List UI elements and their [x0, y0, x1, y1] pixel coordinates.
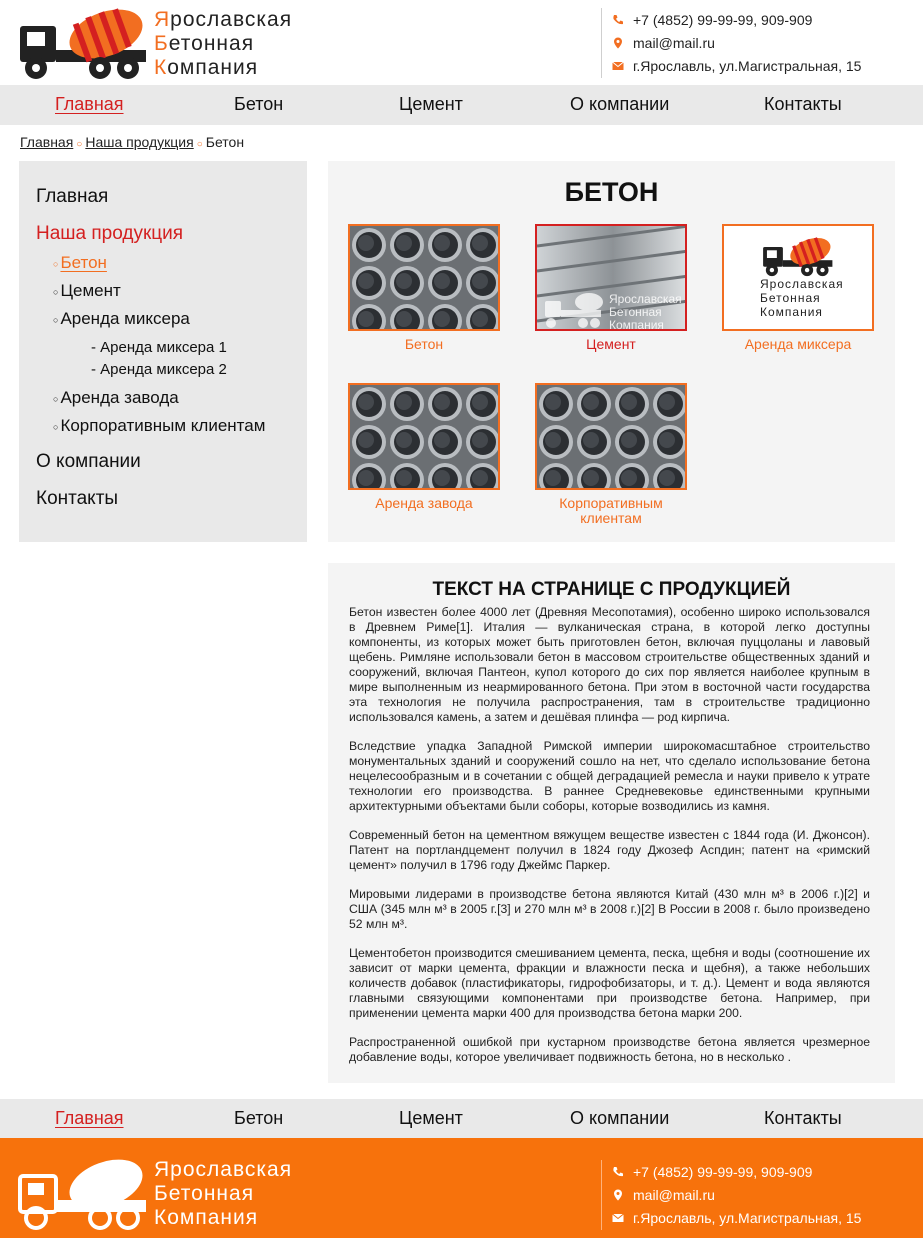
pipes-image: [350, 385, 500, 490]
location-pin-icon: [612, 37, 624, 49]
nav-cement[interactable]: Цемент: [399, 94, 463, 114]
main-nav: [0, 85, 923, 125]
bullet-icon: ○: [53, 258, 59, 269]
article-paragraph: Современный бетон на цементном вяжущем веществе известен с 1844 года (И. Джонсон). Патент на портландцемент получил в 1824 году Джозеф Аспдин; патент на «римский цемент» получил в 1796 году Джеймс Паркер.: [349, 828, 870, 872]
footer-nav-concrete[interactable]: Бетон: [234, 1108, 284, 1128]
site-footer: [0, 1138, 923, 1238]
phone-icon: [612, 14, 624, 26]
bullet-icon: ○: [53, 421, 59, 432]
product-caption[interactable]: Цемент: [586, 336, 636, 352]
footer-logo[interactable]: [18, 1156, 293, 1232]
svg-text:Ярославская: Ярославская: [760, 277, 844, 291]
article-title: ТЕКСТ НА СТРАНИЦЕ С ПРОДУКЦИЕЙ: [432, 579, 791, 600]
product-caption[interactable]: Корпоративным клиентам: [559, 495, 663, 526]
article-paragraph: Мировыми лидерами в производстве бетона являются Китай (430 млн м³ в 2006 г.)[2] и США (345 млн м³ в 2005 г.[3] и 270 млн м³ в 2008 г.)[2] В России в 2008 г. было произведено 52 млн м³.: [349, 887, 870, 931]
article-body: [349, 605, 870, 1079]
article-paragraph: Распространенной ошибкой при кустарном производстве бетона является чрезмерное добавление воды, которое увеличивает подвижность бетона, но в несколько .: [349, 1035, 870, 1064]
envelope-icon: [612, 1212, 624, 1224]
company-logo[interactable]: [18, 6, 293, 82]
sidebar-item-concrete[interactable]: ○ Бетон: [53, 253, 107, 272]
product-image[interactable]: [535, 224, 687, 331]
svg-text:Компания: Компания: [609, 318, 664, 331]
product-caption[interactable]: Аренда завода: [375, 495, 473, 511]
product-caption[interactable]: Аренда миксера: [744, 336, 852, 352]
footer-phone-row[interactable]: +7 (4852) 99-99-99, 909-909: [612, 1160, 861, 1183]
address-row: г.Ярославль, ул.Магистральная, 15: [612, 54, 861, 77]
envelope-icon: [612, 60, 624, 72]
svg-text:Ярославская: Ярославская: [609, 292, 682, 306]
article-paragraph: Вследствие упадка Западной Римской империи широкомасштабное строительство монументальных зданий и сооружений сошло на нет, что сделало использование бетона нецелесообразным и в сочетании с общей деградацией ремесла и науки привело к утрате технологии его производства. В раннее Средневековье единственными крупными архитектурными объектами были соборы, которые возводились из камня.: [349, 739, 870, 813]
metal-sheets-image: [537, 226, 687, 331]
company-logo-image: [724, 226, 874, 331]
article-panel: [328, 563, 895, 1083]
product-card-mixer-rent[interactable]: [722, 224, 874, 352]
sidebar-item-mixer-rent[interactable]: ○ Аренда миксера: [53, 309, 190, 328]
svg-text:Бетонная: Бетонная: [760, 291, 821, 305]
sidebar-item-cement[interactable]: ○ Цемент: [53, 281, 121, 300]
sidebar-item-corporate[interactable]: ○ Корпоративным клиентам: [53, 416, 266, 435]
product-card-corporate[interactable]: [535, 383, 687, 526]
sidebar-menu: [19, 161, 307, 542]
header-contacts: [601, 8, 861, 78]
footer-contacts: [601, 1160, 861, 1230]
bullet-icon: ○: [53, 286, 59, 297]
breadcrumb-separator-icon: ○: [76, 139, 83, 150]
footer-nav-home[interactable]: Главная: [55, 1108, 124, 1128]
page-title: БЕТОН: [564, 177, 659, 207]
location-pin-icon: [612, 1189, 624, 1201]
product-image[interactable]: [535, 383, 687, 490]
nav-about[interactable]: О компании: [570, 94, 670, 114]
bullet-icon: ○: [53, 393, 59, 404]
mixer-truck-icon: [18, 1156, 148, 1232]
product-image[interactable]: [348, 224, 500, 331]
mixer-truck-icon: [18, 6, 148, 82]
footer-address-row: г.Ярославль, ул.Магистральная, 15: [612, 1206, 861, 1229]
breadcrumb-separator-icon: ○: [196, 139, 203, 150]
product-card-plant-rent[interactable]: [348, 383, 500, 511]
company-name: Ярославская Бетонная Компания: [154, 8, 293, 79]
article-paragraph: Бетон известен более 4000 лет (Древняя Месопотамия), особенно широко использовался в Древнем Риме[1]. Италия — вулканическая страна, в которой легко доступны компоненты, из которых может быть приготовлен бетон, включая пуццоланы и лавовый щебень. Римляне использовали бетон в массовом строительстве общественных зданий и сооружений, включая Пантеон, купол которого до сих пор является наиболее крупным в мире выполненным из неармированного бетона. При этом в восточной части государства эта технология не получила распространения, там в строительстве традиционно использовался камень, а затем и дешёвая плинфа — род кирпича.: [349, 605, 870, 724]
footer-nav-about[interactable]: О компании: [570, 1108, 670, 1128]
product-image[interactable]: [722, 224, 874, 331]
product-image[interactable]: [348, 383, 500, 490]
email-row[interactable]: mail@mail.ru: [612, 31, 861, 54]
breadcrumb: [20, 134, 244, 150]
breadcrumb-home[interactable]: Главная: [20, 134, 74, 150]
sidebar-item-about[interactable]: О компании: [36, 451, 141, 472]
footer-nav-cement[interactable]: Цемент: [399, 1108, 463, 1128]
breadcrumb-current: Бетон: [205, 134, 245, 150]
sidebar-item-mixer-rent-2[interactable]: - Аренда миксера 2: [91, 361, 227, 378]
phone-row[interactable]: +7 (4852) 99-99-99, 909-909: [612, 8, 861, 31]
footer-nav: [0, 1099, 923, 1139]
nav-concrete[interactable]: Бетон: [234, 94, 284, 114]
product-card-cement[interactable]: [535, 224, 687, 352]
site-header: [0, 0, 923, 86]
bullet-icon: ○: [53, 314, 59, 325]
product-card-concrete[interactable]: [348, 224, 500, 352]
footer-email-row[interactable]: mail@mail.ru: [612, 1183, 861, 1206]
breadcrumb-products[interactable]: Наша продукция: [85, 134, 194, 150]
footer-company-name: Ярославская Бетонная Компания: [154, 1158, 293, 1229]
product-caption[interactable]: Бетон: [404, 336, 444, 352]
pipes-image: [350, 226, 500, 331]
svg-text:Бетонная: Бетонная: [609, 305, 662, 319]
sidebar-item-contacts[interactable]: Контакты: [36, 488, 119, 509]
svg-text:Компания: Компания: [760, 305, 823, 319]
nav-contacts[interactable]: Контакты: [764, 94, 842, 114]
footer-nav-contacts[interactable]: Контакты: [764, 1108, 842, 1128]
sidebar-item-plant-rent[interactable]: ○ Аренда завода: [53, 388, 179, 407]
pipes-image: [537, 385, 687, 490]
nav-home[interactable]: Главная: [55, 94, 124, 114]
phone-icon: [612, 1166, 624, 1178]
sidebar-item-home[interactable]: Главная: [36, 186, 109, 207]
sidebar-item-mixer-rent-1[interactable]: - Аренда миксера 1: [91, 339, 227, 356]
sidebar-item-products[interactable]: Наша продукция: [36, 223, 184, 244]
article-paragraph: Цементобетон производится смешиванием цемента, песка, щебня и воды (соотношение их зависит от марки цемента, фракции и влажности песка и щебня), а также небольших количеств добавок (пластификаторы, гидрофобизаторы, и т. д.). Цемент и вода являются главными связующими компонентами при производстве бетона. Например, при применении цемента марки 400 для производства бетона марки 200.: [349, 946, 870, 1020]
products-panel: [328, 161, 895, 542]
